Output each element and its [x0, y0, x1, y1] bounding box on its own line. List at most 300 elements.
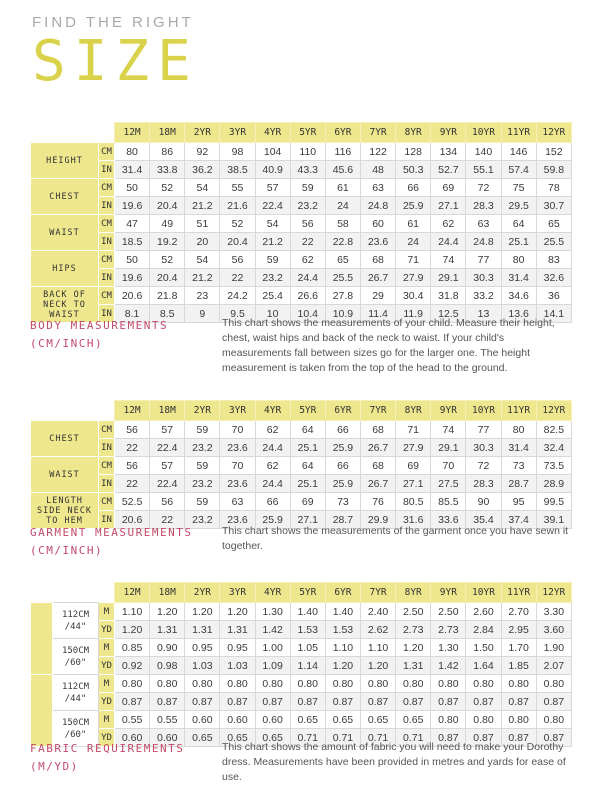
table-row: [31, 693, 572, 711]
value-cell: 30.4: [396, 287, 431, 305]
value-cell: 23.6: [220, 439, 255, 457]
value-cell: 27.1: [431, 197, 466, 215]
size-header-9yr: 9YR: [431, 583, 466, 603]
value-cell: 0.85: [115, 639, 150, 657]
value-cell: 31.6: [396, 511, 431, 529]
value-cell: 24.4: [290, 269, 325, 287]
value-cell: 54: [185, 179, 220, 197]
value-cell: 35.4: [466, 511, 501, 529]
fabric-type-label: [31, 675, 53, 747]
size-header-4yr: 4YR: [255, 583, 290, 603]
table-row: [31, 161, 572, 179]
row-label: BACK OF NECK TO WAIST: [31, 287, 99, 323]
value-cell: 1.14: [290, 657, 325, 675]
value-cell: 92: [185, 143, 220, 161]
size-header-row: [31, 583, 572, 603]
size-header-18m: 18M: [150, 123, 185, 143]
value-cell: 1.85: [501, 657, 536, 675]
value-cell: 0.65: [255, 729, 290, 747]
value-cell: 8.5: [150, 305, 185, 323]
value-cell: 0.87: [185, 693, 220, 711]
value-cell: 50: [115, 179, 150, 197]
value-cell: 66: [325, 457, 360, 475]
body-title-line1: BODY MEASUREMENTS: [30, 319, 169, 332]
size-header-5yr: 5YR: [290, 583, 325, 603]
value-cell: 72: [466, 457, 501, 475]
value-cell: 2.70: [501, 603, 536, 621]
value-cell: 73: [325, 493, 360, 511]
value-cell: 1.31: [220, 621, 255, 639]
value-cell: 70: [220, 421, 255, 439]
value-cell: 80: [501, 251, 536, 269]
value-cell: 0.87: [466, 693, 501, 711]
value-cell: 13.6: [501, 305, 536, 323]
value-cell: 0.65: [185, 729, 220, 747]
table-row: [31, 711, 572, 729]
body-title-line2: (CM/INCH): [30, 337, 104, 350]
value-cell: 1.20: [325, 657, 360, 675]
value-cell: 80: [501, 421, 536, 439]
unit-cell: CM: [99, 287, 115, 305]
value-cell: 1.09: [255, 657, 290, 675]
size-header-3yr: 3YR: [220, 123, 255, 143]
value-cell: 59: [255, 251, 290, 269]
value-cell: 29.9: [360, 511, 395, 529]
unit-cell: YD: [99, 729, 115, 747]
unit-cell: IN: [99, 511, 115, 529]
value-cell: 152: [536, 143, 571, 161]
value-cell: 31.8: [431, 287, 466, 305]
value-cell: 0.87: [290, 693, 325, 711]
value-cell: 24.2: [220, 287, 255, 305]
value-cell: 9.5: [220, 305, 255, 323]
value-cell: 30.7: [536, 197, 571, 215]
unit-cell: CM: [99, 179, 115, 197]
value-cell: 33.8: [150, 161, 185, 179]
value-cell: 62: [431, 215, 466, 233]
value-cell: 28.3: [466, 475, 501, 493]
value-cell: 0.65: [396, 711, 431, 729]
size-header-12yr: 12YR: [536, 583, 571, 603]
unit-cell: IN: [99, 305, 115, 323]
value-cell: 72: [466, 179, 501, 197]
table-row: [31, 233, 572, 251]
value-cell: 0.87: [501, 693, 536, 711]
value-cell: 1.64: [466, 657, 501, 675]
value-cell: 54: [185, 251, 220, 269]
value-cell: 55: [220, 179, 255, 197]
value-cell: 23: [185, 287, 220, 305]
value-cell: 1.31: [150, 621, 185, 639]
value-cell: 1.40: [325, 603, 360, 621]
value-cell: 0.87: [220, 693, 255, 711]
value-cell: 23.6: [220, 511, 255, 529]
value-cell: 0.80: [536, 711, 571, 729]
value-cell: 28.7: [325, 511, 360, 529]
value-cell: 23.2: [185, 511, 220, 529]
value-cell: 25.1: [290, 439, 325, 457]
value-cell: 0.60: [115, 729, 150, 747]
table-row: [31, 439, 572, 457]
value-cell: 68: [360, 421, 395, 439]
value-cell: 2.50: [396, 603, 431, 621]
size-header-12yr: 12YR: [536, 123, 571, 143]
value-cell: 66: [325, 421, 360, 439]
value-cell: 23.6: [360, 233, 395, 251]
value-cell: 34.6: [501, 287, 536, 305]
value-cell: 24: [325, 197, 360, 215]
value-cell: 20.4: [150, 197, 185, 215]
table-row: [31, 179, 572, 197]
value-cell: 24.4: [255, 475, 290, 493]
table-row: [31, 287, 572, 305]
fabric-width-label: 112CM /44": [53, 675, 99, 711]
size-header-18m: 18M: [150, 401, 185, 421]
value-cell: 62: [255, 457, 290, 475]
value-cell: 1.30: [431, 639, 466, 657]
size-header-row: [31, 401, 572, 421]
value-cell: 65: [325, 251, 360, 269]
value-cell: 86: [150, 143, 185, 161]
value-cell: 54: [255, 215, 290, 233]
value-cell: 0.87: [325, 693, 360, 711]
value-cell: 24.4: [431, 233, 466, 251]
value-cell: 68: [360, 251, 395, 269]
row-label: HIPS: [31, 251, 99, 287]
value-cell: 2.50: [431, 603, 466, 621]
size-header-2yr: 2YR: [185, 401, 220, 421]
value-cell: 22.8: [325, 233, 360, 251]
value-cell: 63: [466, 215, 501, 233]
value-cell: 1.03: [185, 657, 220, 675]
value-cell: 146: [501, 143, 536, 161]
garment-title-line1: GARMENT MEASUREMENTS: [30, 526, 193, 539]
size-header-12m: 12M: [115, 401, 150, 421]
value-cell: 59.8: [536, 161, 571, 179]
value-cell: 24.8: [360, 197, 395, 215]
header-spacer: [99, 123, 115, 143]
fabric-width-label: 150CM /60": [53, 639, 99, 675]
value-cell: 0.80: [185, 675, 220, 693]
value-cell: 73: [501, 457, 536, 475]
unit-cell: IN: [99, 233, 115, 251]
value-cell: 25.9: [255, 511, 290, 529]
value-cell: 25.5: [536, 233, 571, 251]
value-cell: 1.42: [431, 657, 466, 675]
value-cell: 28.9: [536, 475, 571, 493]
value-cell: 23.6: [220, 475, 255, 493]
value-cell: 30.3: [466, 269, 501, 287]
value-cell: 62: [255, 421, 290, 439]
fabric-type-label: [31, 603, 53, 675]
value-cell: 26.7: [360, 475, 395, 493]
value-cell: 1.20: [396, 639, 431, 657]
value-cell: 2.40: [360, 603, 395, 621]
value-cell: 2.60: [466, 603, 501, 621]
value-cell: 22: [115, 475, 150, 493]
value-cell: 98: [220, 143, 255, 161]
size-header-10yr: 10YR: [466, 123, 501, 143]
unit-cell: IN: [99, 197, 115, 215]
row-label: CHEST: [31, 179, 99, 215]
value-cell: 57: [255, 179, 290, 197]
fabric-title-line2: (M/YD): [30, 760, 79, 773]
value-cell: 51: [185, 215, 220, 233]
value-cell: 104: [255, 143, 290, 161]
value-cell: 68: [360, 457, 395, 475]
value-cell: 50.3: [396, 161, 431, 179]
body-measurements-table: [30, 122, 572, 323]
value-cell: 20.4: [150, 269, 185, 287]
size-header-12m: 12M: [115, 123, 150, 143]
value-cell: 47: [115, 215, 150, 233]
value-cell: 1.90: [536, 639, 571, 657]
value-cell: 38.5: [220, 161, 255, 179]
value-cell: 64: [290, 457, 325, 475]
header-spacer: [53, 583, 99, 603]
value-cell: 25.9: [325, 439, 360, 457]
value-cell: 134: [431, 143, 466, 161]
size-header-7yr: 7YR: [360, 583, 395, 603]
unit-cell: CM: [99, 493, 115, 511]
value-cell: 19.2: [150, 233, 185, 251]
value-cell: 11.4: [360, 305, 395, 323]
value-cell: 45.6: [325, 161, 360, 179]
unit-cell: M: [99, 603, 115, 621]
value-cell: 3.30: [536, 603, 571, 621]
value-cell: 74: [431, 421, 466, 439]
value-cell: 25.9: [396, 197, 431, 215]
value-cell: 32.6: [536, 269, 571, 287]
value-cell: 69: [290, 493, 325, 511]
value-cell: 1.53: [290, 621, 325, 639]
size-header-3yr: 3YR: [220, 583, 255, 603]
value-cell: 0.80: [396, 675, 431, 693]
value-cell: 1.31: [185, 621, 220, 639]
value-cell: 0.80: [115, 675, 150, 693]
value-cell: 33.2: [466, 287, 501, 305]
value-cell: 0.87: [431, 693, 466, 711]
value-cell: 12.5: [431, 305, 466, 323]
value-cell: 1.20: [360, 657, 395, 675]
value-cell: 1.50: [466, 639, 501, 657]
fabric-requirements-description: This chart shows the amount of fabric you will need to make your Dorothy dress. Measurements have been provided in metres and yards for ease of use.: [222, 741, 566, 783]
size-header-10yr: 10YR: [466, 401, 501, 421]
size-header-6yr: 6YR: [325, 123, 360, 143]
value-cell: 62: [290, 251, 325, 269]
value-cell: 0.80: [466, 675, 501, 693]
value-cell: 59: [290, 179, 325, 197]
row-label: CHEST: [31, 421, 99, 457]
size-header-9yr: 9YR: [431, 123, 466, 143]
value-cell: 0.60: [185, 711, 220, 729]
size-header-8yr: 8YR: [396, 401, 431, 421]
value-cell: 29: [360, 287, 395, 305]
value-cell: 76: [360, 493, 395, 511]
value-cell: 0.55: [150, 711, 185, 729]
value-cell: 56: [115, 421, 150, 439]
table-row: [31, 603, 572, 621]
value-cell: 22.4: [255, 197, 290, 215]
value-cell: 20.6: [115, 287, 150, 305]
value-cell: 50: [115, 251, 150, 269]
value-cell: 2.73: [396, 621, 431, 639]
value-cell: 64: [290, 421, 325, 439]
value-cell: 28.3: [466, 197, 501, 215]
value-cell: 22.4: [150, 439, 185, 457]
size-header-2yr: 2YR: [185, 123, 220, 143]
value-cell: 49: [150, 215, 185, 233]
value-cell: 27.1: [396, 475, 431, 493]
fabric-requirements-title: [30, 740, 184, 776]
value-cell: 82.5: [536, 421, 571, 439]
value-cell: 25.1: [501, 233, 536, 251]
value-cell: 14.1: [536, 305, 571, 323]
value-cell: 77: [466, 421, 501, 439]
value-cell: 0.71: [396, 729, 431, 747]
value-cell: 1.40: [290, 603, 325, 621]
value-cell: 0.87: [360, 693, 395, 711]
value-cell: 0.87: [396, 693, 431, 711]
body-measurements-description: This chart shows the measurements of your child. Measure their height, chest, waist hips and back of the neck to waist. If your child's measurements fall between sizes go for the larger one. The height measurement is taken from the top of the head to the ground.: [222, 317, 555, 374]
value-cell: 77: [466, 251, 501, 269]
size-header-11yr: 11YR: [501, 123, 536, 143]
row-label: WAIST: [31, 215, 99, 251]
value-cell: 0.80: [431, 711, 466, 729]
value-cell: 30.3: [466, 439, 501, 457]
value-cell: 1.20: [220, 603, 255, 621]
value-cell: 22: [115, 439, 150, 457]
value-cell: 58: [325, 215, 360, 233]
size-header-3yr: 3YR: [220, 401, 255, 421]
value-cell: 0.80: [290, 675, 325, 693]
unit-cell: CM: [99, 215, 115, 233]
value-cell: 74: [431, 251, 466, 269]
garment-measurements-table: [30, 400, 572, 529]
unit-cell: CM: [99, 251, 115, 269]
value-cell: 75: [501, 179, 536, 197]
value-cell: 10: [255, 305, 290, 323]
value-cell: 13: [466, 305, 501, 323]
size-header-2yr: 2YR: [185, 583, 220, 603]
value-cell: 70: [431, 457, 466, 475]
value-cell: 20.4: [220, 233, 255, 251]
value-cell: 19.6: [115, 269, 150, 287]
value-cell: 19.6: [115, 197, 150, 215]
value-cell: 52: [150, 179, 185, 197]
table-row: [31, 197, 572, 215]
value-cell: 29.1: [431, 439, 466, 457]
size-header-11yr: 11YR: [501, 583, 536, 603]
value-cell: 59: [185, 493, 220, 511]
unit-cell: M: [99, 639, 115, 657]
value-cell: 0.87: [255, 693, 290, 711]
value-cell: 0.80: [501, 711, 536, 729]
fabric-width-label: 150CM /60": [53, 711, 99, 747]
value-cell: 11.9: [396, 305, 431, 323]
garment-title-line2: (CM/INCH): [30, 544, 104, 557]
value-cell: 0.80: [466, 711, 501, 729]
unit-cell: IN: [99, 269, 115, 287]
value-cell: 140: [466, 143, 501, 161]
value-cell: 23.2: [255, 269, 290, 287]
value-cell: 57: [150, 457, 185, 475]
value-cell: 0.95: [220, 639, 255, 657]
value-cell: 24.4: [255, 439, 290, 457]
page-title: SIZE: [32, 29, 199, 94]
unit-cell: M: [99, 711, 115, 729]
value-cell: 78: [536, 179, 571, 197]
value-cell: 1.53: [325, 621, 360, 639]
value-cell: 21.2: [185, 269, 220, 287]
unit-cell: CM: [99, 143, 115, 161]
table-row: [31, 251, 572, 269]
value-cell: 0.80: [536, 675, 571, 693]
garment-measurements-title: [30, 524, 192, 560]
size-header-10yr: 10YR: [466, 583, 501, 603]
value-cell: 0.65: [360, 711, 395, 729]
value-cell: 0.80: [360, 675, 395, 693]
table-row: [31, 143, 572, 161]
value-cell: 1.70: [501, 639, 536, 657]
value-cell: 37.4: [501, 511, 536, 529]
value-cell: 0.80: [150, 675, 185, 693]
value-cell: 48: [360, 161, 395, 179]
table-row: [31, 675, 572, 693]
value-cell: 36.2: [185, 161, 220, 179]
value-cell: 69: [396, 457, 431, 475]
value-cell: 2.84: [466, 621, 501, 639]
value-cell: 0.80: [325, 675, 360, 693]
value-cell: 1.20: [150, 603, 185, 621]
unit-cell: IN: [99, 439, 115, 457]
value-cell: 73.5: [536, 457, 571, 475]
size-header-8yr: 8YR: [396, 123, 431, 143]
size-header-8yr: 8YR: [396, 583, 431, 603]
value-cell: 22: [150, 511, 185, 529]
value-cell: 56: [150, 493, 185, 511]
value-cell: 85.5: [431, 493, 466, 511]
row-label: HEIGHT: [31, 143, 99, 179]
header-spacer: [99, 583, 115, 603]
table-row: [31, 493, 572, 511]
size-header-row: [31, 123, 572, 143]
value-cell: 71: [396, 421, 431, 439]
value-cell: 33.6: [431, 511, 466, 529]
value-cell: 69: [431, 179, 466, 197]
value-cell: 0.55: [115, 711, 150, 729]
value-cell: 24: [396, 233, 431, 251]
value-cell: 0.92: [115, 657, 150, 675]
size-header-6yr: 6YR: [325, 583, 360, 603]
value-cell: 9: [185, 305, 220, 323]
value-cell: 21.2: [185, 197, 220, 215]
size-header-5yr: 5YR: [290, 123, 325, 143]
row-label: LENGTH SIDE NECK TO HEM: [31, 493, 99, 529]
value-cell: 21.2: [255, 233, 290, 251]
table-row: [31, 657, 572, 675]
table-row: [31, 621, 572, 639]
value-cell: 27.1: [290, 511, 325, 529]
value-cell: 26.6: [290, 287, 325, 305]
value-cell: 1.10: [325, 639, 360, 657]
unit-cell: IN: [99, 475, 115, 493]
value-cell: 0.60: [255, 711, 290, 729]
value-cell: 25.9: [325, 475, 360, 493]
value-cell: 57: [150, 421, 185, 439]
fabric-width-label: 112CM /44": [53, 603, 99, 639]
header-spacer: [31, 583, 53, 603]
